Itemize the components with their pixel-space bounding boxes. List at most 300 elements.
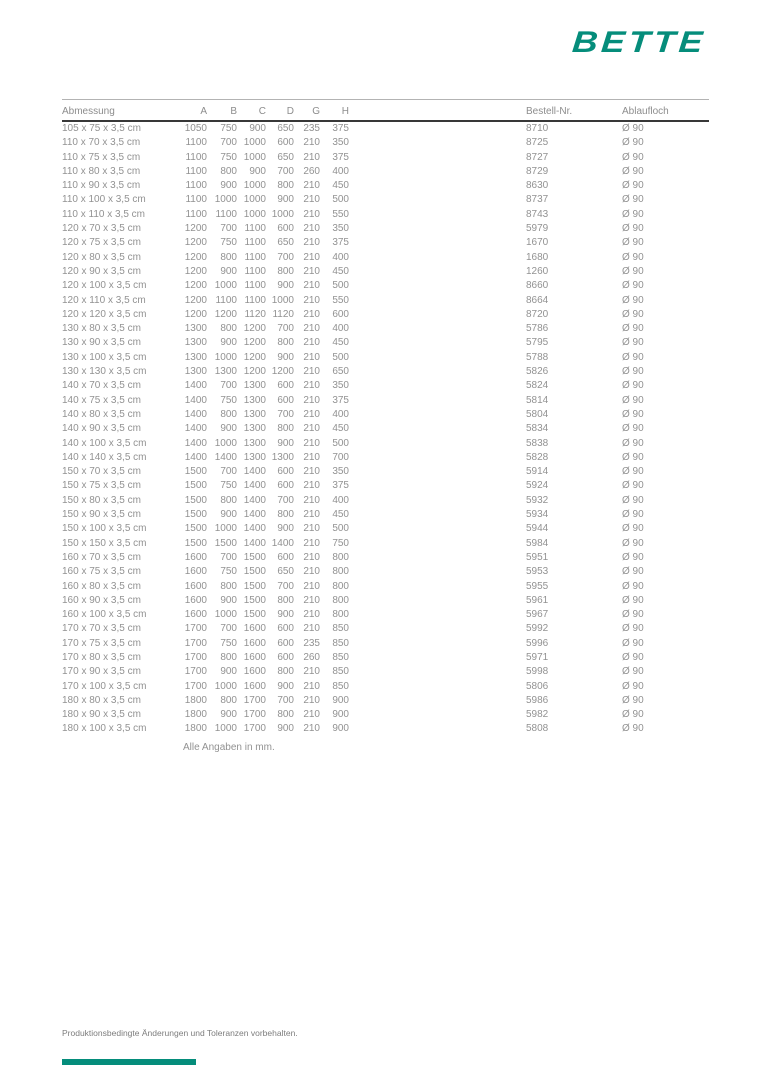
cell-7: 8725: [526, 137, 549, 149]
cell-3: 1500: [243, 580, 266, 592]
footer-disclaimer: Produktionsbedingte Änderungen und Toleranzen vorbehalten.: [62, 1028, 298, 1038]
spacer-cell: [349, 336, 526, 350]
cell-4: 800: [277, 180, 294, 192]
spacer-cell: [349, 222, 526, 236]
cell-2: 700: [220, 380, 237, 392]
cell-5: 210: [303, 580, 320, 592]
table-row: [62, 494, 709, 508]
cell-8: Ø 90: [622, 394, 644, 406]
cell-0: 140 x 90 x 3,5 cm: [62, 423, 141, 435]
table-row: [62, 365, 709, 379]
cell-8: Ø 90: [622, 151, 644, 163]
cell-7: 5979: [526, 223, 549, 235]
cell-7: 8737: [526, 194, 549, 206]
cell-2: 800: [220, 494, 237, 506]
cell-7: 5788: [526, 351, 549, 363]
cell-0: 110 x 100 x 3,5 cm: [62, 194, 146, 206]
cell-7: 5996: [526, 637, 549, 649]
bette-logo: BETTE: [570, 26, 707, 59]
cell-4: 600: [277, 623, 294, 635]
cell-3: 1700: [243, 709, 266, 721]
cell-3: 1600: [243, 666, 266, 678]
cell-6: 500: [332, 351, 349, 363]
cell-1: 1200: [184, 308, 207, 320]
cell-6: 375: [332, 237, 349, 249]
cell-2: 1000: [214, 351, 237, 363]
cell-4: 900: [277, 351, 294, 363]
cell-2: 1000: [214, 609, 237, 621]
cell-6: 800: [332, 580, 349, 592]
cell-5: 210: [303, 694, 320, 706]
cell-0: 180 x 90 x 3,5 cm: [62, 709, 141, 721]
cell-0: 160 x 90 x 3,5 cm: [62, 594, 141, 606]
cell-1: 1400: [184, 451, 207, 463]
cell-2: 750: [220, 566, 237, 578]
spacer-cell: [349, 494, 526, 508]
cell-0: 150 x 80 x 3,5 cm: [62, 494, 141, 506]
cell-2: 1200: [214, 308, 237, 320]
spacer-cell: [349, 422, 526, 436]
cell-6: 350: [332, 223, 349, 235]
cell-4: 900: [277, 723, 294, 735]
table-row: [62, 379, 709, 393]
cell-0: 150 x 75 x 3,5 cm: [62, 480, 141, 492]
cell-8: Ø 90: [622, 537, 644, 549]
table-row: [62, 251, 709, 265]
cell-6: 800: [332, 566, 349, 578]
cell-7: 8660: [526, 280, 549, 292]
cell-6: 550: [332, 208, 349, 220]
cell-2: 800: [220, 408, 237, 420]
cell-7: 5953: [526, 566, 549, 578]
cell-0: 110 x 75 x 3,5 cm: [62, 151, 141, 163]
cell-7: 5961: [526, 594, 549, 606]
cell-2: 700: [220, 466, 237, 478]
cell-0: 160 x 80 x 3,5 cm: [62, 580, 141, 592]
cell-2: 750: [220, 637, 237, 649]
cell-5: 210: [303, 351, 320, 363]
cell-5: 210: [303, 366, 320, 378]
cell-1: 1200: [184, 251, 207, 263]
spacer-cell: [349, 722, 526, 736]
cell-5: 210: [303, 194, 320, 206]
cell-0: 105 x 75 x 3,5 cm: [62, 123, 141, 134]
cell-1: 1100: [185, 194, 207, 206]
spacer-cell: [349, 294, 526, 308]
cell-6: 375: [332, 480, 349, 492]
cell-5: 210: [303, 723, 320, 735]
cell-8: Ø 90: [622, 323, 644, 335]
cell-7: 5967: [526, 609, 549, 621]
cell-3: 1120: [244, 308, 266, 320]
cell-8: Ø 90: [622, 551, 644, 563]
table-row: [62, 265, 709, 279]
cell-2: 900: [220, 666, 237, 678]
table-row: [62, 121, 709, 136]
cell-4: 800: [277, 594, 294, 606]
header-cell-6: H: [320, 100, 349, 122]
table-row: [62, 336, 709, 350]
cell-5: 210: [303, 523, 320, 535]
cell-7: 5944: [526, 523, 549, 535]
cell-1: 1050: [184, 123, 207, 134]
cell-5: 210: [303, 509, 320, 521]
cell-8: Ø 90: [622, 651, 644, 663]
cell-2: 800: [220, 694, 237, 706]
cell-4: 900: [277, 680, 294, 692]
cell-7: 1260: [526, 265, 549, 277]
cell-4: 600: [277, 637, 294, 649]
cell-4: 800: [277, 265, 294, 277]
cell-5: 210: [303, 380, 320, 392]
cell-5: 210: [303, 208, 320, 220]
cell-3: 1700: [243, 694, 266, 706]
header-cell-0: Abmessung: [62, 100, 172, 122]
cell-4: 650: [277, 237, 294, 249]
cell-7: 5838: [526, 437, 549, 449]
cell-8: Ø 90: [622, 294, 644, 306]
table-row: [62, 151, 709, 165]
cell-6: 550: [332, 294, 349, 306]
cell-4: 1000: [271, 208, 294, 220]
cell-4: 1120: [272, 308, 294, 320]
cell-5: 210: [303, 323, 320, 335]
cell-3: 1600: [243, 623, 266, 635]
cell-6: 500: [332, 194, 349, 206]
cell-6: 400: [332, 323, 349, 335]
cell-1: 1200: [184, 280, 207, 292]
cell-0: 140 x 100 x 3,5 cm: [62, 437, 147, 449]
spacer-cell: [349, 479, 526, 493]
cell-1: 1500: [184, 509, 207, 521]
cell-8: Ø 90: [622, 494, 644, 506]
cell-3: 1000: [243, 180, 266, 192]
spacer-cell: [349, 622, 526, 636]
cell-1: 1200: [184, 265, 207, 277]
cell-3: 1000: [243, 208, 266, 220]
table-row: [62, 722, 709, 736]
cell-4: 700: [277, 323, 294, 335]
cell-8: Ø 90: [622, 480, 644, 492]
cell-6: 375: [332, 123, 349, 134]
cell-0: 160 x 100 x 3,5 cm: [62, 609, 147, 621]
spacer-cell: [349, 608, 526, 622]
cell-6: 700: [332, 451, 349, 463]
cell-1: 1500: [184, 537, 207, 549]
cell-0: 120 x 80 x 3,5 cm: [62, 251, 141, 263]
cell-4: 650: [277, 123, 294, 134]
cell-0: 150 x 150 x 3,5 cm: [62, 537, 147, 549]
cell-1: 1700: [184, 651, 207, 663]
cell-0: 120 x 90 x 3,5 cm: [62, 265, 141, 277]
cell-3: 1400: [243, 466, 266, 478]
table-row: [62, 594, 709, 608]
table-row: [62, 322, 709, 336]
cell-7: 5971: [526, 651, 549, 663]
spacer-cell: [349, 680, 526, 694]
cell-0: 130 x 100 x 3,5 cm: [62, 351, 147, 363]
cell-7: 5814: [526, 394, 549, 406]
cell-2: 1000: [214, 680, 237, 692]
cell-1: 1100: [185, 151, 207, 163]
cell-2: 1000: [214, 194, 237, 206]
cell-5: 210: [303, 394, 320, 406]
cell-5: 210: [303, 180, 320, 192]
cell-8: Ø 90: [622, 380, 644, 392]
cell-4: 600: [277, 466, 294, 478]
cell-7: 5955: [526, 580, 549, 592]
header-cell-8: Ablaufloch: [622, 100, 709, 122]
table-header-row: [62, 100, 709, 122]
cell-7: 8664: [526, 294, 549, 306]
cell-5: 210: [303, 308, 320, 320]
cell-6: 400: [332, 408, 349, 420]
cell-6: 900: [332, 709, 349, 721]
cell-4: 600: [277, 223, 294, 235]
cell-1: 1600: [184, 551, 207, 563]
cell-0: 110 x 90 x 3,5 cm: [62, 180, 141, 192]
cell-6: 375: [332, 394, 349, 406]
cell-4: 650: [277, 566, 294, 578]
table-row: [62, 608, 709, 622]
table-row: [62, 208, 709, 222]
cell-1: 1100: [185, 180, 207, 192]
cell-5: 210: [303, 251, 320, 263]
cell-8: Ø 90: [622, 509, 644, 521]
cell-8: Ø 90: [622, 666, 644, 678]
cell-1: 1400: [184, 437, 207, 449]
cell-4: 700: [277, 408, 294, 420]
cell-7: 5795: [526, 337, 549, 349]
table-row: [62, 651, 709, 665]
cell-6: 850: [332, 666, 349, 678]
spacer-cell: [349, 236, 526, 250]
header-cell-2: B: [207, 100, 237, 122]
spacer-cell: [349, 179, 526, 193]
cell-3: 1100: [244, 265, 266, 277]
spacer-cell: [349, 551, 526, 565]
cell-2: 1100: [215, 294, 237, 306]
cell-8: Ø 90: [622, 523, 644, 535]
cell-0: 120 x 100 x 3,5 cm: [62, 280, 147, 292]
cell-2: 900: [220, 265, 237, 277]
cell-0: 120 x 110 x 3,5 cm: [62, 294, 146, 306]
cell-4: 600: [277, 480, 294, 492]
cell-2: 900: [220, 180, 237, 192]
cell-3: 1500: [243, 609, 266, 621]
cell-2: 750: [220, 394, 237, 406]
cell-1: 1700: [184, 680, 207, 692]
cell-5: 235: [303, 637, 320, 649]
table-row: [62, 708, 709, 722]
cell-1: 1100: [185, 137, 207, 149]
cell-2: 1000: [214, 437, 237, 449]
cell-5: 210: [303, 280, 320, 292]
table-row: [62, 565, 709, 579]
cell-7: 5932: [526, 494, 549, 506]
header-cell-4: D: [266, 100, 294, 122]
cell-7: 1680: [526, 251, 549, 263]
table-row: [62, 422, 709, 436]
table-row: [62, 580, 709, 594]
cell-0: 150 x 70 x 3,5 cm: [62, 466, 141, 478]
cell-3: 1100: [244, 280, 266, 292]
table-row: [62, 222, 709, 236]
table-row: [62, 165, 709, 179]
cell-0: 120 x 120 x 3,5 cm: [62, 308, 147, 320]
table-row: [62, 680, 709, 694]
table-row: [62, 537, 709, 551]
cell-3: 1200: [243, 366, 266, 378]
spacer-cell: [349, 451, 526, 465]
cell-5: 210: [303, 609, 320, 621]
cell-3: 1300: [243, 380, 266, 392]
cell-2: 1000: [214, 280, 237, 292]
spacer-cell: [349, 279, 526, 293]
table-row: [62, 479, 709, 493]
cell-7: 8720: [526, 308, 549, 320]
cell-4: 600: [277, 551, 294, 563]
cell-1: 1800: [184, 723, 207, 735]
cell-2: 800: [220, 251, 237, 263]
cell-0: 140 x 80 x 3,5 cm: [62, 408, 141, 420]
cell-2: 700: [220, 223, 237, 235]
cell-6: 500: [332, 437, 349, 449]
cell-5: 210: [303, 551, 320, 563]
cell-4: 1400: [271, 537, 294, 549]
cell-8: Ø 90: [622, 723, 644, 735]
cell-7: 5998: [526, 666, 549, 678]
cell-5: 210: [303, 666, 320, 678]
spacer-cell: [349, 121, 526, 136]
table-row: [62, 522, 709, 536]
cell-8: Ø 90: [622, 237, 644, 249]
cell-0: 170 x 75 x 3,5 cm: [62, 637, 141, 649]
spacer-cell: [349, 136, 526, 150]
cell-3: 900: [249, 123, 266, 134]
cell-2: 800: [220, 165, 237, 177]
cell-2: 1100: [215, 208, 237, 220]
cell-0: 140 x 70 x 3,5 cm: [62, 380, 141, 392]
cell-1: 1500: [184, 480, 207, 492]
cell-3: 1500: [243, 594, 266, 606]
cell-8: Ø 90: [622, 594, 644, 606]
cell-0: 140 x 140 x 3,5 cm: [62, 451, 147, 463]
header-cell-3: C: [237, 100, 266, 122]
cell-5: 235: [303, 123, 320, 134]
cell-7: 5914: [526, 466, 549, 478]
cell-7: 8710: [526, 123, 549, 134]
cell-0: 170 x 80 x 3,5 cm: [62, 651, 141, 663]
cell-3: 1200: [243, 323, 266, 335]
cell-7: 5934: [526, 509, 549, 521]
table-row: [62, 294, 709, 308]
cell-0: 120 x 75 x 3,5 cm: [62, 237, 141, 249]
cell-4: 1000: [271, 294, 294, 306]
cell-0: 150 x 100 x 3,5 cm: [62, 523, 147, 535]
cell-7: 5824: [526, 380, 549, 392]
cell-8: Ø 90: [622, 208, 644, 220]
cell-2: 1000: [214, 723, 237, 735]
cell-1: 1400: [184, 423, 207, 435]
cell-6: 450: [332, 180, 349, 192]
cell-2: 1000: [214, 523, 237, 535]
cell-8: Ø 90: [622, 466, 644, 478]
cell-4: 800: [277, 423, 294, 435]
cell-3: 900: [249, 165, 266, 177]
cell-2: 800: [220, 580, 237, 592]
cell-7: 5982: [526, 709, 549, 721]
cell-6: 600: [332, 308, 349, 320]
cell-1: 1800: [184, 709, 207, 721]
cell-7: 5834: [526, 423, 549, 435]
cell-8: Ø 90: [622, 280, 644, 292]
cell-1: 1400: [184, 408, 207, 420]
cell-3: 1100: [244, 294, 266, 306]
cell-0: 150 x 90 x 3,5 cm: [62, 509, 141, 521]
cell-4: 900: [277, 523, 294, 535]
cell-8: Ø 90: [622, 637, 644, 649]
cell-2: 750: [220, 480, 237, 492]
cell-5: 260: [303, 651, 320, 663]
cell-4: 600: [277, 651, 294, 663]
cell-0: 110 x 80 x 3,5 cm: [62, 165, 141, 177]
cell-5: 210: [303, 566, 320, 578]
cell-0: 180 x 100 x 3,5 cm: [62, 723, 147, 735]
cell-6: 800: [332, 594, 349, 606]
cell-6: 850: [332, 680, 349, 692]
cell-3: 1300: [243, 451, 266, 463]
cell-3: 1000: [243, 194, 266, 206]
cell-7: 5786: [526, 323, 549, 335]
cell-2: 700: [220, 623, 237, 635]
cell-0: 170 x 100 x 3,5 cm: [62, 680, 147, 692]
cell-6: 850: [332, 651, 349, 663]
cell-6: 800: [332, 609, 349, 621]
cell-3: 1600: [243, 637, 266, 649]
spacer-cell: [349, 694, 526, 708]
cell-7: 5924: [526, 480, 549, 492]
cell-3: 1400: [243, 509, 266, 521]
spacer-cell: [349, 594, 526, 608]
spacer-cell: [349, 208, 526, 222]
cell-7: 5951: [526, 551, 549, 563]
cell-2: 800: [220, 651, 237, 663]
cell-7: 8727: [526, 151, 549, 163]
cell-2: 750: [220, 123, 237, 134]
table-row: [62, 136, 709, 150]
table-row: [62, 193, 709, 207]
spacer-cell: [349, 351, 526, 365]
spacer-cell: [349, 665, 526, 679]
cell-0: 130 x 130 x 3,5 cm: [62, 366, 147, 378]
cell-5: 210: [303, 423, 320, 435]
cell-8: Ø 90: [622, 251, 644, 263]
cell-6: 750: [332, 537, 349, 549]
cell-6: 900: [332, 723, 349, 735]
cell-0: 140 x 75 x 3,5 cm: [62, 394, 141, 406]
spacer-cell: [349, 437, 526, 451]
cell-8: Ø 90: [622, 265, 644, 277]
spacer-cell: [349, 193, 526, 207]
cell-3: 1100: [244, 237, 266, 249]
cell-2: 1400: [214, 451, 237, 463]
cell-8: Ø 90: [622, 351, 644, 363]
cell-1: 1700: [184, 623, 207, 635]
cell-1: 1200: [184, 223, 207, 235]
cell-6: 375: [332, 151, 349, 163]
cell-6: 400: [332, 494, 349, 506]
